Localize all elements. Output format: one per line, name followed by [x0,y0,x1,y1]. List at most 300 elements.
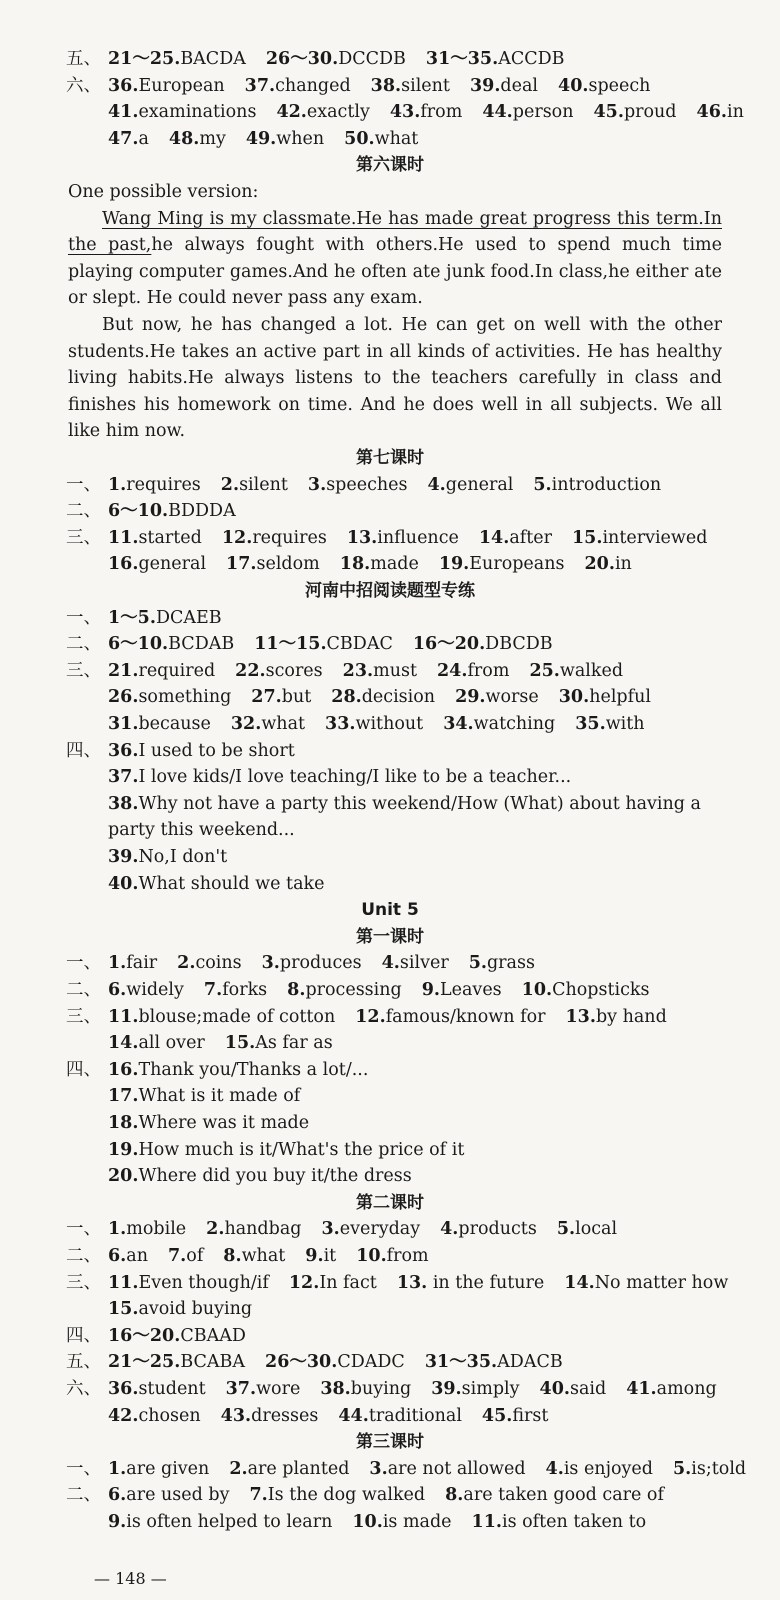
answer-items [108,1004,750,1031]
answer-items [108,1083,750,1110]
answer-item [276,99,369,126]
answer-text: worse [485,687,539,708]
question-number: 44. [482,102,513,123]
answer-item [108,46,246,73]
answer-items [108,605,750,632]
answer-item [340,551,419,578]
answer-text: in [726,102,744,123]
question-number: 13. [346,527,378,548]
section-marker: 三、 [66,1006,101,1027]
answer-item [558,73,650,100]
question-number: 13. [565,1006,596,1027]
section-marker: 四、 [66,1325,101,1346]
answer-text: products [458,1219,537,1240]
answer-text: ADACB [497,1352,563,1373]
answer-item [225,1030,333,1057]
answer-item [108,498,236,525]
answer-item [108,1216,186,1243]
question-number: 7. [249,1485,268,1506]
answer-items [108,126,750,153]
answer-item [382,950,449,977]
question-number: 11. [108,1272,139,1293]
answer-item [325,711,423,738]
section-marker: 二、 [66,1485,101,1506]
answer-text: Where was it made [138,1113,310,1133]
answer-item [557,1216,617,1243]
question-number: 5. [468,953,487,974]
question-number: 49. [245,128,277,149]
answer-text: watching [473,714,556,734]
answer-item [177,950,241,977]
answer-item [565,1004,666,1031]
lesson-heading: 第一课时 [356,926,424,947]
answer-item [108,551,206,578]
section-marker: 五、 [66,1352,101,1373]
answer-item [522,977,650,1004]
answer-item [369,1456,525,1483]
answer-text: Leaves [440,980,502,1000]
answer-text: handbag [224,1219,302,1240]
answer-item [254,631,393,658]
answer-text: DBCDB [485,634,553,655]
answer-text: CDADC [337,1352,405,1373]
answer-item [289,1270,377,1297]
question-number: 1. [108,1219,127,1240]
answer-text: required [138,660,216,681]
question-number: 7. [168,1246,187,1266]
answer-text: when [276,128,325,149]
answer-item [390,99,462,126]
answer-item [440,1216,537,1243]
answer-items [108,684,750,711]
answer-items [108,1482,750,1509]
question-number: 46. [696,102,727,123]
question-number: 20. [584,554,615,575]
answer-item [108,950,157,977]
answer-text: seldom [256,554,320,575]
answer-text: an [126,1246,148,1266]
question-number: 18. [339,554,371,575]
answer-item [108,126,149,153]
question-number: 21～25. [108,1352,181,1373]
answer-text: avoid buying [138,1299,253,1320]
section-marker: 三、 [66,660,101,681]
lesson-heading: 第二课时 [356,1192,424,1213]
answer-text: buying [350,1379,412,1399]
section-marker: 四、 [66,1059,101,1080]
question-number: 47. [108,128,139,149]
answer-item [108,1509,332,1536]
question-number: 40. [108,873,139,894]
section-marker: 一、 [66,607,101,628]
answer-item [469,950,535,977]
answer-item [204,977,267,1004]
question-number: 39. [469,75,501,96]
answer-text: person [512,102,574,123]
answer-item [371,73,450,100]
answer-item [108,605,222,632]
answer-text: Is the dog walked [267,1485,426,1506]
question-number: 3. [261,953,280,974]
answer-items [108,551,750,578]
lesson-heading: 第三课时 [356,1432,424,1453]
answer-text: among [656,1379,717,1399]
question-number: 1. [108,953,127,974]
answer-text: in the future [427,1272,545,1293]
answer-text: silver [399,953,449,974]
answer-text: CBDAC [326,634,393,655]
question-number: 32. [230,714,262,734]
answer-text: are planted [247,1458,350,1479]
answer-text: interviewed [602,527,708,548]
answer-text: what [241,1246,286,1266]
answer-item [108,844,227,871]
question-number: 2. [177,953,196,974]
answer-text: Europeans [469,554,565,575]
question-number: 50. [344,128,375,149]
answer-items [108,844,750,871]
answer-item [108,1456,209,1483]
question-number: 11. [471,1512,502,1532]
question-number: 37. [225,1379,257,1399]
answer-item [108,1163,412,1190]
question-number: 6～10. [108,501,169,522]
question-number: 8. [287,980,306,1000]
answer-item [572,525,707,552]
answer-item [697,99,744,126]
answer-item [262,950,362,977]
answer-item [470,73,538,100]
answer-item [108,1243,148,1270]
answer-item [344,126,418,153]
section-marker: 一、 [66,953,101,974]
question-number: 31～35. [424,1352,498,1373]
unit-title: Unit 5 [361,900,419,921]
answer-item [443,711,555,738]
question-number: 25. [529,660,560,681]
answer-text: after [509,527,552,548]
answer-text: I love kids/I love teaching/I like to be a teacher... [138,767,572,788]
section-heading: 河南中招阅读题型专练 [305,581,475,601]
question-number: 38. [108,793,139,814]
answer-items [108,631,750,658]
sample-essay [68,206,722,445]
answer-text: ACCDB [498,49,565,69]
question-number: 27. [251,687,282,708]
answer-items [108,738,750,765]
answer-text: are used by [126,1485,230,1506]
answer-items [108,1216,750,1243]
question-number: 38. [320,1379,351,1399]
answer-item [249,1482,425,1509]
answer-text: general [445,474,514,495]
answer-text: DCCDB [338,49,406,69]
question-number: 39. [108,847,139,867]
question-number: 26～30. [265,1352,338,1373]
question-number: 23. [342,660,374,681]
answer-item [108,99,256,126]
answer-text: coins [195,953,242,974]
question-number: 5. [533,474,552,495]
answer-item [108,1057,368,1084]
answer-items [108,1509,750,1536]
answer-text: Even though/if [138,1272,269,1293]
answer-item [564,1270,728,1297]
answer-text: because [138,714,211,734]
answer-text: produces [279,953,362,974]
question-number: 30. [558,687,590,708]
question-number: 15. [572,527,603,548]
section-marker: 六、 [66,1379,101,1399]
answer-text: CBAAD [180,1325,246,1346]
answer-text: traditional [368,1405,462,1426]
answer-text: What should we take [138,873,325,894]
answer-item [472,1509,647,1536]
question-number: 8. [223,1246,242,1266]
answer-item [108,525,202,552]
answer-text: scores [265,660,323,681]
answer-item [108,764,571,791]
answer-item [206,1216,301,1243]
question-number: 21. [108,660,139,681]
answer-text: without [355,714,424,734]
answer-text: it [323,1246,337,1266]
answer-items [108,711,750,738]
answer-item [169,126,226,153]
question-number: 11. [108,527,139,548]
question-number: 10. [356,1246,387,1266]
answer-text: made [370,554,419,575]
answer-item [108,1270,269,1297]
answer-items [108,1296,750,1323]
answer-item [320,1376,411,1403]
answer-item [426,46,565,73]
answer-item [321,1216,420,1243]
section-marker: 二、 [66,980,101,1000]
question-number: 24. [437,660,468,681]
question-number: 11～15. [254,634,327,655]
answer-text: influence [377,527,459,548]
question-number: 20. [108,1166,139,1187]
answer-item [559,684,651,711]
essay-text: he always fought with others.He used to spend much time playing computer games.And he often ate junk food.In class,he either ate or slept. He could never pass any exam. [68,235,722,309]
answer-item [431,1376,519,1403]
question-number: 42. [276,102,307,123]
answer-item [108,1296,252,1323]
answer-text: said [569,1379,607,1399]
question-number: 16. [108,554,139,575]
answer-item [108,1376,206,1403]
answer-text: general [138,554,207,575]
answer-item [168,1243,203,1270]
answer-item [479,525,552,552]
answer-text: In fact [319,1272,377,1293]
answer-item [108,791,701,818]
answer-text: by hand [595,1006,667,1027]
section-marker: 五、 [66,49,101,69]
answer-item [305,1243,336,1270]
question-number: 4. [427,474,446,495]
essay-paragraph-1 [68,206,722,312]
answer-items [108,1376,750,1403]
question-number: 4. [381,953,400,974]
answer-items [108,1403,750,1430]
question-number: 14. [564,1272,595,1293]
question-number: 16. [108,1059,139,1080]
section-marker: 一、 [66,1219,101,1240]
answer-item [108,871,325,898]
answer-text: local [575,1219,618,1240]
answer-items [108,73,750,100]
answer-text: blouse;made of cotton [138,1006,336,1027]
essay-intro: One possible version: [68,182,259,202]
question-number: 36. [108,740,139,761]
answer-items [108,46,750,73]
answer-text: speech [588,75,651,96]
question-number: 31～35. [425,49,499,69]
page-number: — 148 — [94,1569,167,1588]
answer-item [229,1456,349,1483]
answer-items [108,525,750,552]
question-number: 15. [224,1033,256,1054]
question-number: 3. [321,1219,340,1240]
essay-underlined-text: Wang Ming is my classmate.He has made great progress this term.In the past, [68,208,722,256]
answer-item [108,73,225,100]
question-number: 15. [108,1299,139,1320]
answer-item [226,1376,301,1403]
section-marker: 一、 [66,1458,101,1479]
answer-item [108,1323,246,1350]
answer-item [356,1243,428,1270]
question-number: 12. [221,527,253,548]
answer-text: is made [382,1512,452,1532]
answer-text: is;told [691,1458,747,1479]
section-marker: 一、 [66,474,101,495]
question-number: 42. [108,1405,139,1426]
answer-item [108,658,215,685]
answer-text: everyday [339,1219,421,1240]
answer-text: proud [623,102,677,123]
answer-item [422,977,502,1004]
answer-text: from [467,660,510,681]
answer-item [108,1083,300,1110]
answer-text: No matter how [594,1272,729,1293]
answer-text: introduction [551,474,662,495]
answer-items [108,472,750,499]
answer-item [437,658,509,685]
answer-text: is often taken to [502,1512,647,1532]
answer-text: but [281,687,312,708]
question-number: 21～25. [108,49,181,69]
answer-items [108,764,750,791]
question-number: 8. [445,1485,464,1506]
question-number: 22. [235,660,266,681]
answer-text: changed [275,75,351,96]
question-number: 38. [370,75,402,96]
answer-text: with [605,714,645,734]
answer-text: is often helped to learn [126,1512,333,1532]
answer-item [108,1403,201,1430]
answer-text: is enjoyed [563,1458,653,1479]
answer-text: from [420,102,463,123]
question-number: 6. [108,1485,127,1506]
question-number: 45. [481,1405,513,1426]
section-marker: 四、 [66,740,101,761]
question-number: 9. [421,980,441,1000]
answer-item [221,472,288,499]
question-number: 41. [626,1379,657,1399]
answer-item [108,977,184,1004]
answer-item [231,711,305,738]
answer-text: first [512,1405,549,1426]
answer-text: my [199,128,226,149]
question-number: 7. [203,980,223,1000]
question-number: 11. [108,1006,139,1027]
answer-item [343,658,417,685]
question-number: 37. [108,767,139,788]
answer-continuation: party this weekend... [108,820,295,841]
question-number: 14. [108,1033,139,1054]
question-number: 26. [108,687,139,708]
answer-item [445,1482,664,1509]
answer-text: forks [222,980,268,1000]
answer-item [108,1349,245,1376]
answer-item [673,1456,746,1483]
question-number: 4. [440,1219,459,1240]
question-number: 19. [108,1139,139,1160]
answer-text: Where did you buy it/the dress [138,1166,412,1187]
answer-text: silent [239,474,288,495]
answer-text: BDDDA [168,501,236,522]
answer-item [425,1349,563,1376]
answer-items [108,791,750,818]
answer-item [265,1349,405,1376]
answer-items [108,1030,750,1057]
answer-items [108,1110,750,1137]
answer-item [439,551,565,578]
lesson-heading: 第七课时 [356,448,424,468]
lesson-heading: 第六课时 [356,155,424,176]
answer-item [108,1137,464,1164]
question-number: 13. [396,1272,428,1293]
answer-item [287,977,402,1004]
answer-text: requires [126,474,201,495]
question-number: 28. [331,687,362,708]
question-number: 48. [168,128,200,149]
section-marker: 三、 [66,1272,101,1293]
answer-text: all over [138,1033,205,1054]
answer-text: processing [305,980,402,1000]
question-number: 29. [455,687,486,708]
answer-item [108,684,231,711]
answer-text: what [374,128,419,149]
answer-text: silent [401,75,450,96]
answer-text: requires [252,527,327,548]
answer-text: of [186,1246,204,1266]
question-number: 36. [108,75,139,96]
answer-text: No,I don't [138,847,228,867]
answer-text: something [138,687,232,708]
answer-item [108,1110,309,1137]
answer-item [245,73,351,100]
answer-item [108,1004,335,1031]
answer-text: As far as [255,1033,333,1054]
answer-text: BCDAB [168,634,235,655]
answer-item [338,1403,462,1430]
answer-text: DCAEB [155,607,222,628]
answer-text: examinations [138,102,257,123]
question-number: 12. [355,1006,386,1027]
